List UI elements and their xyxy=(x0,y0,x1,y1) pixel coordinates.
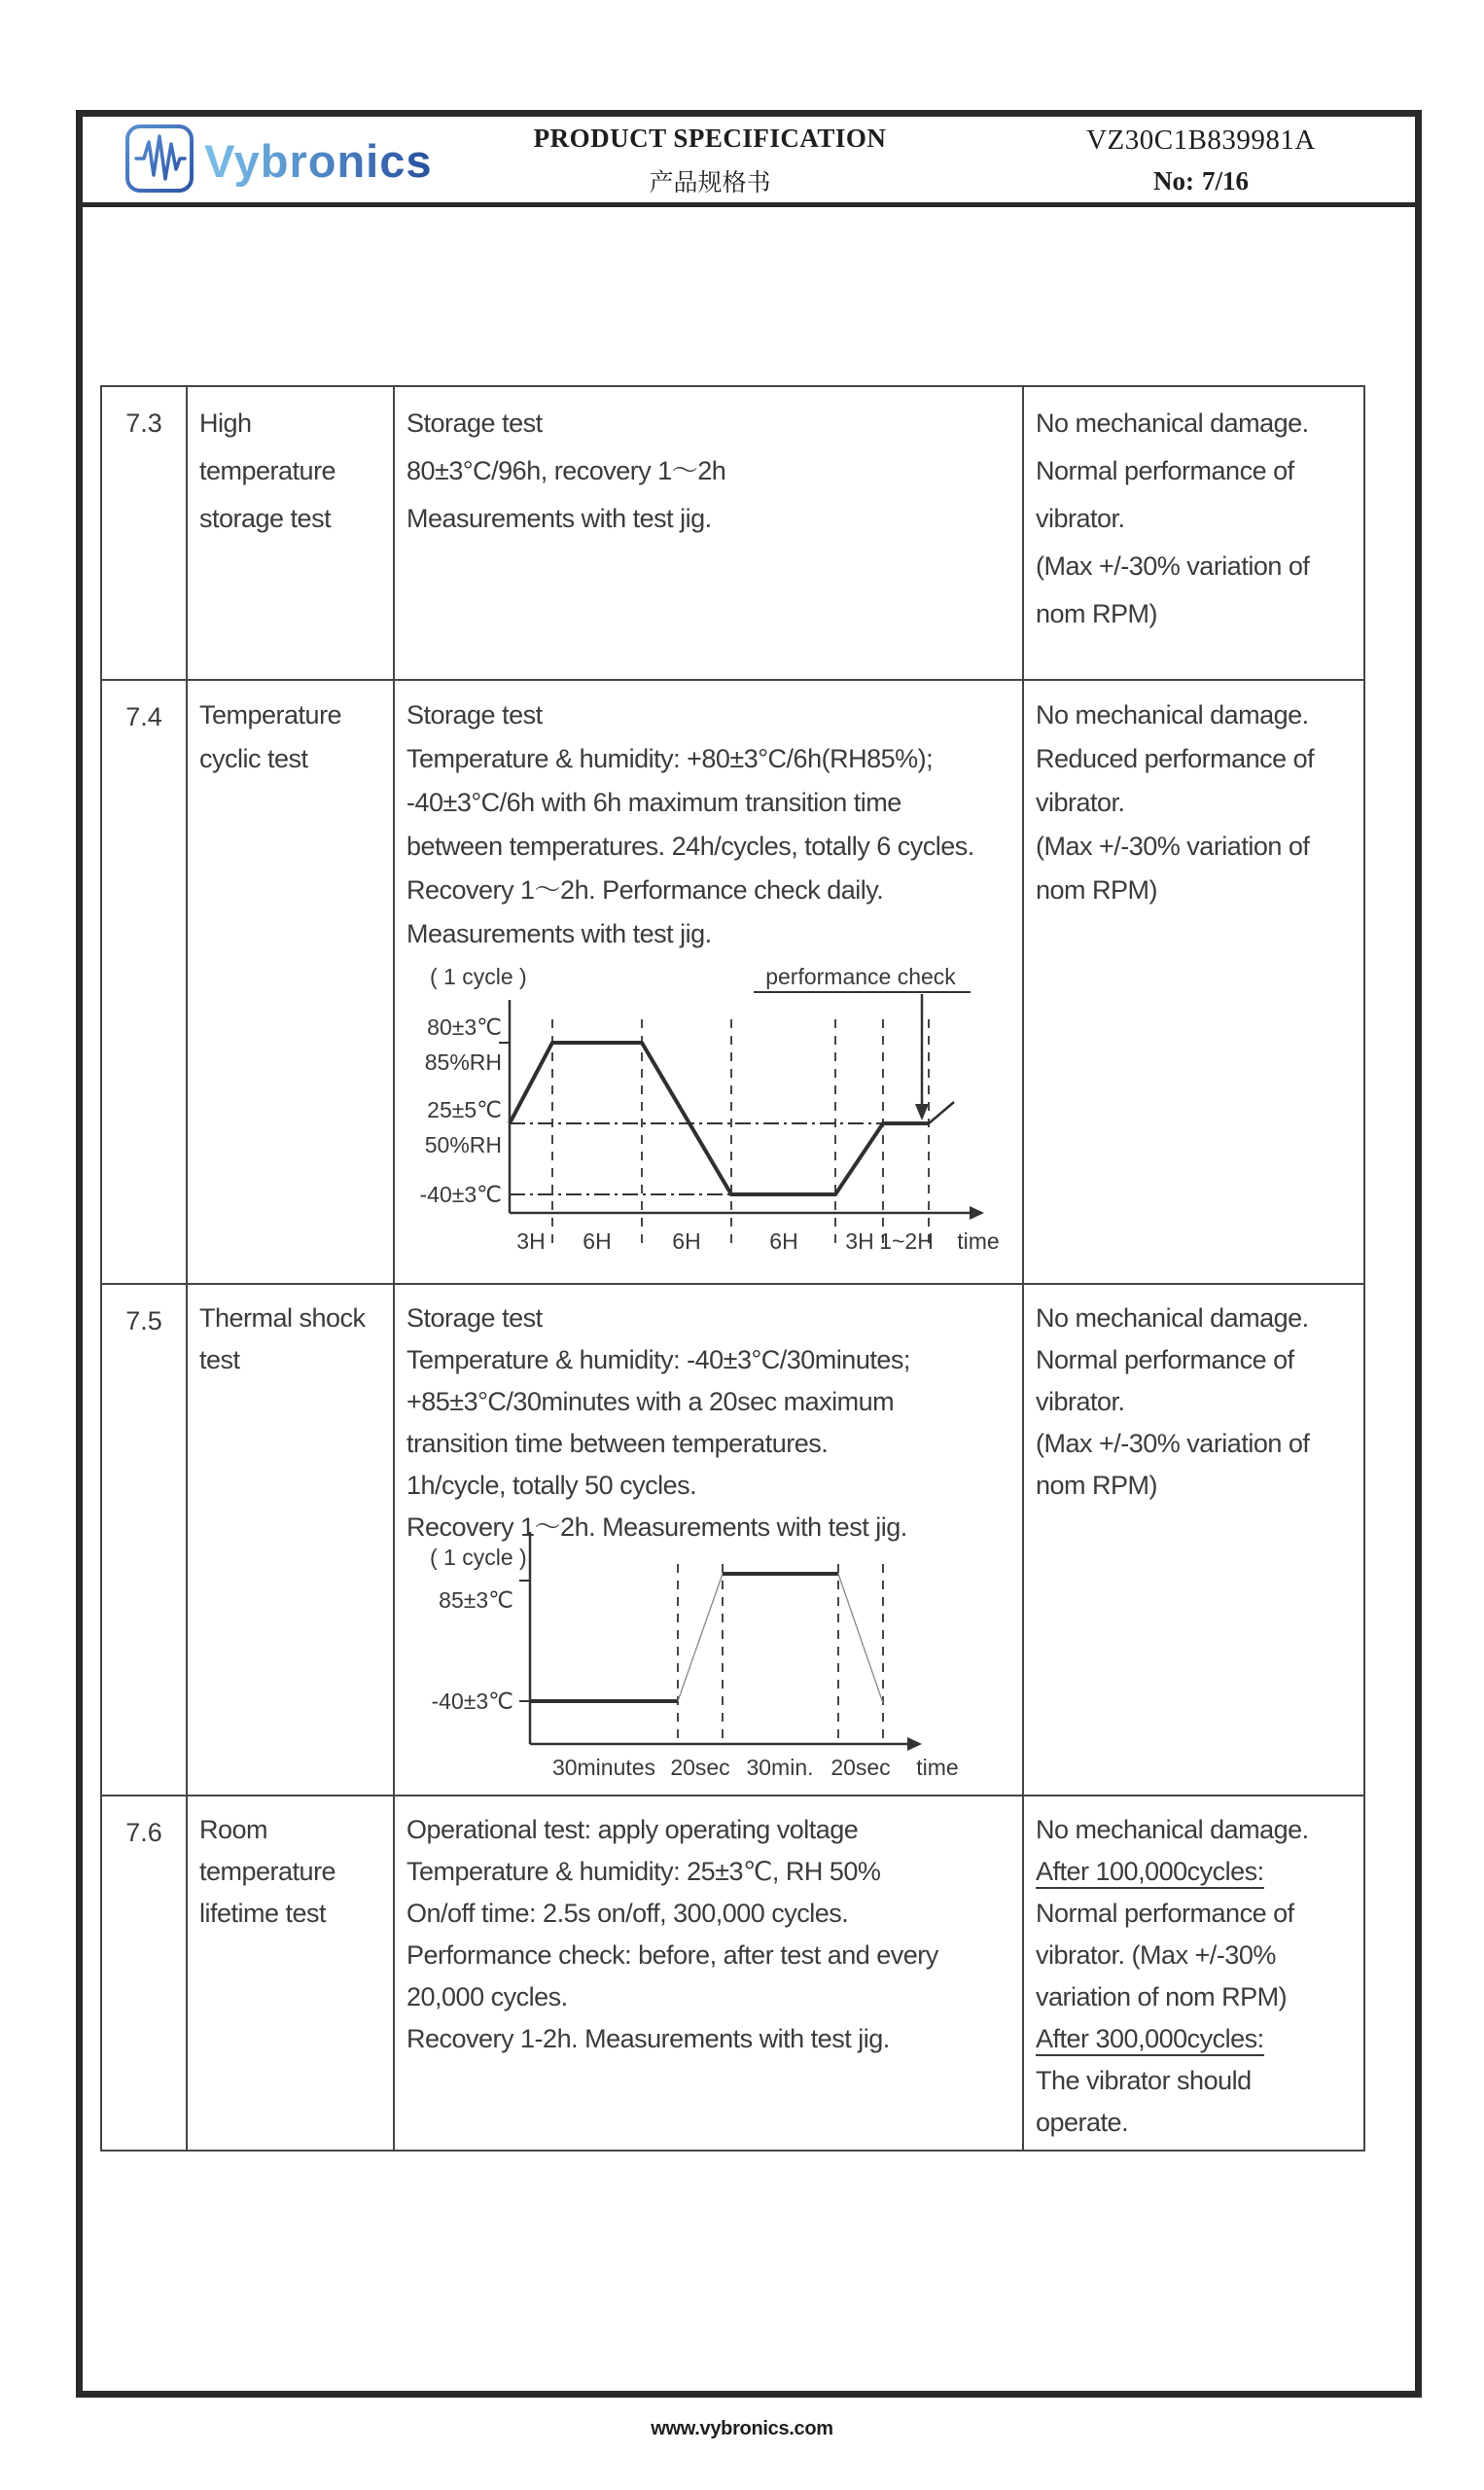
text-line: transition time between temperatures. xyxy=(406,1429,829,1458)
text-line: between temperatures. 24h/cycles, totally 6 cycles. xyxy=(406,832,974,861)
text-line: Measurements with test jig. xyxy=(406,504,712,533)
header-separator xyxy=(83,202,1415,207)
x-label: 30minutes xyxy=(551,1755,656,1780)
brand-logo xyxy=(124,123,475,203)
brand-logo-svg xyxy=(124,123,475,198)
time-axis-label: time xyxy=(957,1228,1000,1254)
vibration-logo-icon xyxy=(127,126,192,191)
text-line: Recovery 1-2h. Measurements with test jig. xyxy=(406,2024,890,2053)
text-line: Measurements with test jig. xyxy=(406,919,712,948)
y-label-mid-temp: 25±5℃ xyxy=(427,1097,502,1122)
text-line: 1h/cycle, totally 50 cycles. xyxy=(406,1471,697,1500)
text-line xyxy=(1036,1851,1363,1893)
cycle-title: ( 1 cycle ) xyxy=(430,964,527,989)
row-number: 7.4 xyxy=(102,681,188,1283)
text-lines xyxy=(1036,400,1363,638)
text-line: Normal performance of xyxy=(1036,1899,1294,1928)
text-line: No mechanical damage. xyxy=(1036,409,1309,438)
y-label-high-temp: 85±3℃ xyxy=(439,1587,513,1613)
document-title-block xyxy=(486,124,934,198)
text-line: vibrator. xyxy=(1036,788,1125,817)
x-label: 30min. xyxy=(746,1755,814,1780)
table-row-7-6 xyxy=(102,1796,1363,2150)
table-row-7-4 xyxy=(102,681,1363,1285)
text-line: Temperature xyxy=(199,700,342,729)
text-line: Room xyxy=(199,1815,268,1844)
text-line: nom RPM) xyxy=(1036,1471,1158,1500)
text-line: No mechanical damage. xyxy=(1036,700,1309,729)
text-line: The vibrator should xyxy=(1036,2066,1252,2095)
text-line: (Max +/-30% variation of xyxy=(1036,551,1310,581)
text-lines xyxy=(1036,1298,1363,1507)
text-lines xyxy=(406,694,1022,956)
brand-text: Vybronics xyxy=(204,135,433,187)
thermal-shock-cycle-diagram xyxy=(405,1530,988,1791)
test-name-cell xyxy=(188,681,395,1283)
product-specification-title: PRODUCT SPECIFICATION xyxy=(533,124,887,153)
row-number: 7.6 xyxy=(102,1796,188,2150)
text-line: vibrator. (Max +/-30% xyxy=(1036,1940,1276,1970)
text-line: test xyxy=(199,1345,240,1374)
row-number: 7.3 xyxy=(102,387,188,679)
text-lines xyxy=(406,1298,1022,1548)
doc-code: VZ30C1B839981A xyxy=(1086,124,1316,156)
time-axis-label: time xyxy=(916,1755,959,1780)
text-lines xyxy=(1036,1809,1363,2144)
text-lines xyxy=(199,1809,393,1935)
text-line: temperature xyxy=(199,456,336,485)
performance-check-label: performance check xyxy=(765,964,956,989)
temperature-profile xyxy=(510,1043,929,1194)
criteria-cell xyxy=(1024,681,1363,1283)
document-meta-block xyxy=(1050,124,1352,196)
underlined-text: After 300,000cycles: xyxy=(1036,2024,1264,2056)
text-line: Thermal shock xyxy=(199,1303,366,1333)
text-line: nom RPM) xyxy=(1036,599,1158,628)
test-name-cell xyxy=(188,1285,395,1795)
text-line: temperature xyxy=(199,1857,336,1886)
test-name-cell xyxy=(188,1796,395,2150)
x-label: 6H xyxy=(672,1228,701,1254)
test-description-cell xyxy=(395,681,1024,1283)
text-line: vibrator. xyxy=(1036,504,1125,533)
text-line: Recovery 1～2h. Measurements with test jig. xyxy=(406,1512,907,1542)
criteria-cell xyxy=(1024,1796,1363,2150)
test-description-cell xyxy=(395,387,1024,679)
text-line: High xyxy=(199,409,252,438)
text-lines xyxy=(406,1809,1022,2060)
text-line: On/off time: 2.5s on/off, 300,000 cycles. xyxy=(406,1899,849,1928)
text-line: Normal performance of xyxy=(1036,1345,1294,1374)
y-label-mid-rh: 50%RH xyxy=(424,1132,502,1157)
text-line: +85±3°C/30minutes with a 20sec maximum xyxy=(406,1387,895,1416)
text-line: -40±3°C/6h with 6h maximum transition time xyxy=(406,788,901,817)
x-label: 6H xyxy=(769,1228,798,1254)
table-row-7-3 xyxy=(102,387,1363,681)
x-label: 20sec xyxy=(830,1755,891,1780)
ramp-up xyxy=(678,1574,723,1701)
x-axis-arrowhead xyxy=(907,1737,922,1751)
test-description-cell xyxy=(395,1796,1024,2150)
spec-table xyxy=(100,385,1365,2152)
x-label: 6H xyxy=(583,1228,612,1254)
next-cycle-tick xyxy=(929,1102,954,1123)
table-row-7-5 xyxy=(102,1285,1363,1796)
text-line: No mechanical damage. xyxy=(1036,1303,1309,1333)
text-line: Temperature & humidity: +80±3°C/6h(RH85%); xyxy=(406,744,934,773)
product-specification-title-zh: 产品规格书 xyxy=(649,170,771,196)
temperature-cycle-diagram xyxy=(408,955,1013,1276)
ramp-down xyxy=(838,1574,883,1703)
test-description-cell xyxy=(395,1285,1024,1795)
text-line: Temperature & humidity: -40±3°C/30minutes; xyxy=(406,1345,910,1374)
text-lines xyxy=(199,1298,393,1381)
y-label-high-rh: 85%RH xyxy=(424,1049,502,1075)
text-line xyxy=(1036,2018,1363,2060)
text-line: vibrator. xyxy=(1036,1387,1125,1416)
text-lines xyxy=(1036,694,1363,912)
text-lines xyxy=(199,400,393,543)
page-number xyxy=(1050,166,1352,196)
text-lines xyxy=(199,694,393,781)
page-number-value: 7/16 xyxy=(1201,166,1249,196)
text-line: (Max +/-30% variation of xyxy=(1036,832,1310,861)
page-number-label: No: xyxy=(1152,166,1194,196)
text-line: lifetime test xyxy=(199,1899,327,1928)
text-line: operate. xyxy=(1036,2108,1129,2137)
text-line: 20,000 cycles. xyxy=(406,1982,568,2011)
row-number: 7.5 xyxy=(102,1285,188,1795)
y-label-low-temp: -40±3℃ xyxy=(419,1182,502,1207)
text-line: Storage test xyxy=(406,700,543,729)
text-line: No mechanical damage. xyxy=(1036,1815,1309,1844)
text-line: (Max +/-30% variation of xyxy=(1036,1429,1310,1458)
text-line: Temperature & humidity: 25±3℃, RH 50% xyxy=(406,1857,881,1886)
footer-website: www.vybronics.com xyxy=(651,2418,833,2439)
criteria-cell xyxy=(1024,1285,1363,1795)
text-line: nom RPM) xyxy=(1036,875,1158,905)
text-line: Storage test xyxy=(406,409,543,438)
underlined-text: After 100,000cycles: xyxy=(1036,1857,1264,1889)
text-line: variation of nom RPM) xyxy=(1036,1982,1288,2011)
x-label: 3H xyxy=(516,1228,546,1254)
test-name-cell xyxy=(188,387,395,679)
text-line: Performance check: before, after test and every xyxy=(406,1940,938,1970)
x-axis-arrowhead xyxy=(970,1206,984,1220)
text-line: Recovery 1～2h. Performance check daily. xyxy=(406,875,884,905)
performance-check-arrowhead xyxy=(915,1104,929,1120)
text-line: storage test xyxy=(199,504,332,533)
text-line: Operational test: apply operating voltage xyxy=(406,1815,859,1844)
text-line: Normal performance of xyxy=(1036,456,1294,485)
y-label-low-temp: -40±3℃ xyxy=(431,1689,513,1714)
x-label: 20sec xyxy=(670,1755,730,1780)
text-line: 80±3°C/96h, recovery 1～2h xyxy=(406,456,726,485)
y-label-high-temp: 80±3℃ xyxy=(427,1014,502,1040)
x-label: 3H xyxy=(845,1228,874,1254)
text-line: Reduced performance of xyxy=(1036,744,1315,773)
text-line: cyclic test xyxy=(199,744,308,773)
criteria-cell xyxy=(1024,387,1363,679)
text-line: Storage test xyxy=(406,1303,543,1333)
text-lines xyxy=(406,400,1022,543)
x-label: 1~2H xyxy=(879,1228,934,1254)
cycle-title: ( 1 cycle ) xyxy=(430,1545,527,1570)
